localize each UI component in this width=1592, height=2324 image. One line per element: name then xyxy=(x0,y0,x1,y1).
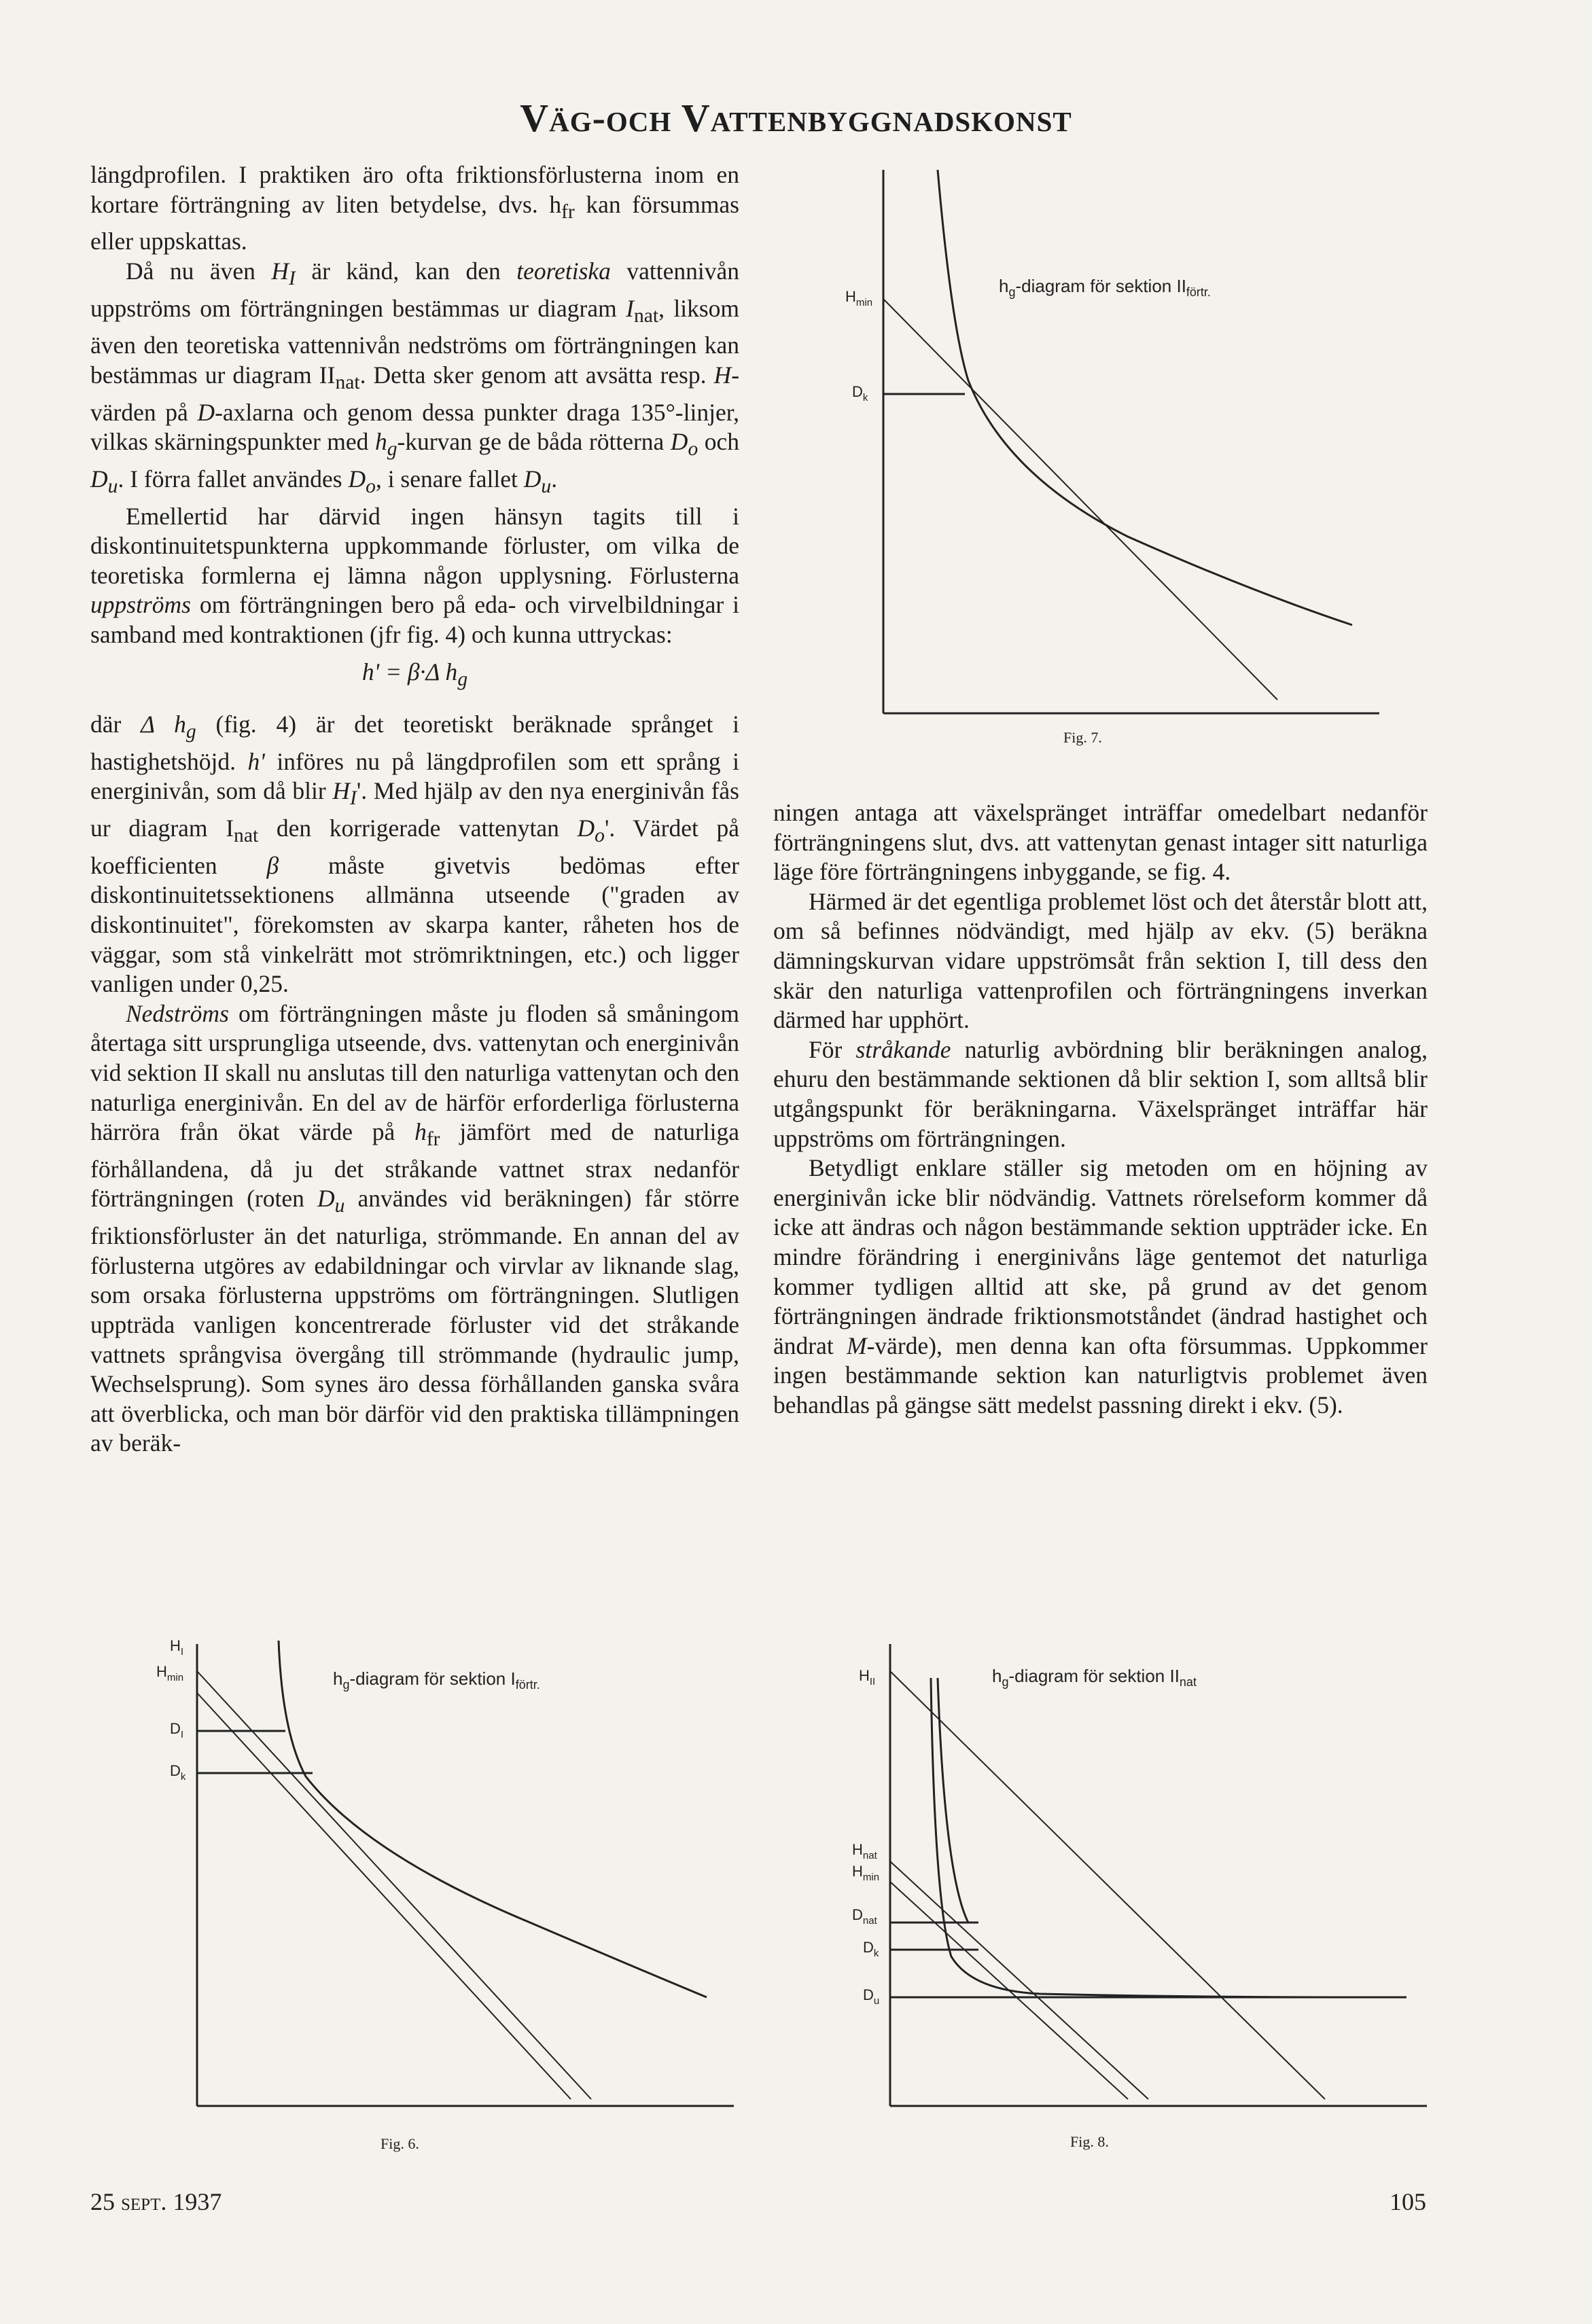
subscript: nat xyxy=(335,371,360,393)
diagonal-line-hmin xyxy=(197,1693,571,2099)
symbol: D xyxy=(670,428,688,456)
label-hii: $H_{II}$ xyxy=(859,1667,876,1687)
symbol: h xyxy=(414,1118,427,1146)
equation-text: h' = β·Δ h xyxy=(361,658,458,686)
text: införes nu på längdprofilen som ett språng i energinivån, som då blir xyxy=(90,747,739,805)
subscript: fr xyxy=(426,1128,440,1151)
emphasis: teoretiska xyxy=(516,257,611,285)
subscript: I xyxy=(349,787,357,810)
text: där xyxy=(90,711,141,738)
figure-7-caption: Fig. 7. xyxy=(1063,729,1102,746)
emphasis: stråkande xyxy=(855,1035,951,1063)
hg-curve-upper xyxy=(938,1678,968,1923)
text: är känd, kan den xyxy=(295,257,517,285)
paragraph xyxy=(90,999,739,1459)
text: -värde), men denna kan ofta försummas. Uppkommer ingen bestämmande sektion kan naturligtvis problemet även behandlas på gängse sätt medelst passning direkt i ekv. (5). xyxy=(773,1331,1428,1418)
figure-6-caption: Fig. 6. xyxy=(381,2135,419,2152)
text: kan försummas eller uppskattas. xyxy=(90,190,740,255)
figure-6-diagram xyxy=(149,1630,747,2113)
subscript: u xyxy=(107,475,118,497)
text: '. Med hjälp av den nya energinivån fås ur diagram I xyxy=(90,777,739,842)
paragraph xyxy=(90,257,739,502)
right-column xyxy=(773,798,1428,1420)
text: -axlarna och genom dessa punkter draga 135°-linjer, vilkas skärningspunkter med xyxy=(90,398,739,456)
diagonal-line-hi xyxy=(197,1671,591,2099)
symbol: D xyxy=(348,465,366,493)
symbol: H xyxy=(332,777,350,805)
text: och xyxy=(698,428,739,456)
symbol: h xyxy=(374,428,387,456)
diagonal-line-hii xyxy=(890,1671,1325,2099)
subscript: g xyxy=(387,438,397,461)
symbol: D xyxy=(197,398,215,426)
figure-8-diagram xyxy=(849,1630,1434,2113)
diagonal-135-line xyxy=(883,299,1277,700)
symbol: I xyxy=(626,294,634,322)
text: vattennivån uppströms om förträngningen bestämmas ur diagram xyxy=(90,257,739,322)
paragraph: ningen antaga att växelspränget inträffar omedelbart nedanför förträngningens slut, dvs. att vattenytan genast intager sitt naturliga läge före förträngningens inbyggande, se fig. 4. xyxy=(773,799,1428,886)
symbol: H xyxy=(713,361,732,389)
text: . Detta sker genom att avsätta resp. xyxy=(359,361,714,389)
subscript: nat xyxy=(234,825,259,847)
text: längdprofilen. I praktiken äro ofta friktionsförlusterna inom en kortare förträngning av liten betydelse, dvs. h xyxy=(90,161,739,218)
paragraph xyxy=(773,1035,1428,1154)
page-number: 105 xyxy=(1390,2188,1426,2215)
text: Emellertid har därvid ingen hänsyn tagits till i diskontinuitetspunkterna uppkommande förluster, om vilka de teoretiska formlerna ej lämna någon upplysning. Förlusterna xyxy=(90,502,739,589)
subscript: o xyxy=(688,438,698,461)
label-hi: $H_I$ xyxy=(170,1637,184,1658)
text: (fig. 4) är det teoretiskt beräknade språnget i hastighetshöjd. xyxy=(90,711,739,775)
symbol: D xyxy=(90,465,108,493)
text: För xyxy=(809,1035,856,1063)
figure-7-diagram xyxy=(843,156,1386,720)
subscript: fr xyxy=(561,200,575,223)
text: . I förra fallet användes xyxy=(118,465,349,493)
paragraph: Härmed är det egentliga problemet löst och det återstår blott att, om så befinnes nödvändigt, med hjälp av ekv. (5) beräkna dämningskurvan vidare uppströmsåt från sektion I, till dess den skär den naturliga vattenprofilen och förträngningens inverkan därmed har upphört. xyxy=(773,887,1428,1034)
label-dk: $D_k$ xyxy=(863,1939,879,1959)
subscript: I xyxy=(289,267,296,289)
hg-curve xyxy=(279,1641,707,1997)
symbol: M xyxy=(846,1331,867,1359)
emphasis: uppströms xyxy=(90,591,191,619)
text: måste givetvis bedömas efter diskontinuitetssektionens allmänna utseende ("graden av diskontinuitet", förekomsten av skarpa kanter, råheten hos de väggar, som stå vinkelrätt mot strömriktningen, etc.) och ligger vanligen under 0,25. xyxy=(90,851,739,998)
text: naturlig avbördning blir beräkningen analog, ehuru den bestämmande sektionen då blir sektion I, som alltså blir utgångspunkt för beräkningarna. Växelspränget inträffar här uppströms om förträngningen. xyxy=(773,1035,1428,1152)
running-header: Väg-och Vattenbyggnadskonst xyxy=(520,96,1072,140)
symbol: β xyxy=(266,851,279,879)
subscript: o xyxy=(595,825,605,847)
symbol: H xyxy=(271,257,289,285)
text: . xyxy=(551,465,558,493)
text: om förträngningen måste ju floden så småningom återtaga sitt ursprungliga utseende, dvs. vattenytan och energinivån vid sektion II skall nu anslutas till den naturliga vattenytan och den naturliga energinivån. En del av de härför erforderliga förlusterna härröra från ökat värde på xyxy=(90,999,739,1146)
fig6-title: $h_g$-diagram för sektion $I_{förtr.}$ xyxy=(333,1668,540,1692)
symbol: Δ h xyxy=(141,711,186,738)
text: jämfört med de naturliga förhållandena, då ju det stråkande vattnet strax nedanför förträngningen (roten xyxy=(90,1118,740,1213)
subscript: g xyxy=(457,668,468,691)
left-column xyxy=(90,160,739,1459)
label-du: $D_u$ xyxy=(863,1986,880,2007)
hg-curve xyxy=(938,170,1352,625)
figure-8-caption: Fig. 8. xyxy=(1070,2133,1109,2150)
symbol: D xyxy=(317,1185,335,1213)
label-hmin: $H_{min}$ xyxy=(156,1663,184,1683)
label-dk: $D_k$ xyxy=(852,383,868,404)
text: användes vid beräkningen) får större friktionsförluster än det naturliga, strömmande. En annan del av förlusterna utgöres av edabildningar och virvlar av liknande slag, som orsaka förlusterna uppströms om förträngningen. Slutligen uppträda vanligen koncentrerade förluster vid det stråkande vattnets språngvisa övergång till strömmande (hydraulic jump, Wechselsprung). Som synes äro dessa förhållanden ganska svåra att överblicka, och man bör därför vid den praktiska tillämpningen av beräk- xyxy=(90,1185,740,1457)
symbol: D xyxy=(577,815,595,842)
fig7-title: $h_g$-diagram för sektion $II_{förtr.}$ xyxy=(999,276,1211,299)
label-di: $D_I$ xyxy=(170,1720,184,1740)
subscript: nat xyxy=(633,304,659,327)
footer-date: 25 sept. 1937 xyxy=(90,2188,222,2215)
equation xyxy=(90,658,739,695)
label-hmin: $H_{min}$ xyxy=(845,288,873,308)
subscript: o xyxy=(366,475,376,497)
text: -kurvan ge de båda rötterna xyxy=(397,428,671,456)
label-hnat: $H_{nat}$ xyxy=(852,1841,877,1861)
text: Då nu även xyxy=(126,257,272,285)
text: -värden på xyxy=(90,361,740,426)
paragraph xyxy=(773,1154,1428,1420)
text: '. Värdet på koefficienten xyxy=(90,815,739,879)
paragraph xyxy=(90,502,739,650)
hg-curve-nat xyxy=(931,1678,1359,1997)
subscript: g xyxy=(185,721,196,743)
label-dnat: $D_{nat}$ xyxy=(852,1906,877,1927)
text: , liksom även den teoretiska vattennivån nedströms om förträngningen kan bestämmas ur diagram II xyxy=(90,294,739,389)
fig8-title: $h_g$-diagram för sektion $II_{nat}$ xyxy=(992,1666,1197,1689)
subscript: u xyxy=(541,475,552,497)
emphasis: Nedströms xyxy=(126,999,229,1027)
subscript: u xyxy=(334,1195,345,1217)
symbol: h' xyxy=(247,747,265,775)
paragraph xyxy=(90,710,739,999)
label-dk: $D_k$ xyxy=(170,1762,186,1783)
text: , i senare fallet xyxy=(375,465,524,493)
text: Betydligt enklare ställer sig metoden om en höjning av energinivån icke blir nödvändig. Vattnets rörelseform kommer då icke att ändras och någon bestämmande sektion uppträder icke. En mindre förändring i energinivåns läge gentemot det naturliga kommer tydligen alltid att ske, på grund av det genom förträngningen ändrade friktionsmotståndet (ändrad hastighet och ändrat xyxy=(773,1154,1428,1359)
text: den korrigerade vattenytan xyxy=(258,815,578,842)
diagonal-line-hnat xyxy=(890,1861,1148,2099)
label-hmin: $H_{min}$ xyxy=(852,1863,880,1883)
text: om förträngningen bero på eda- och virvelbildningar i samband med kontraktionen (jfr fig. 4) och kunna uttryckas: xyxy=(90,591,739,648)
paragraph xyxy=(90,160,739,257)
symbol: D xyxy=(523,465,542,493)
